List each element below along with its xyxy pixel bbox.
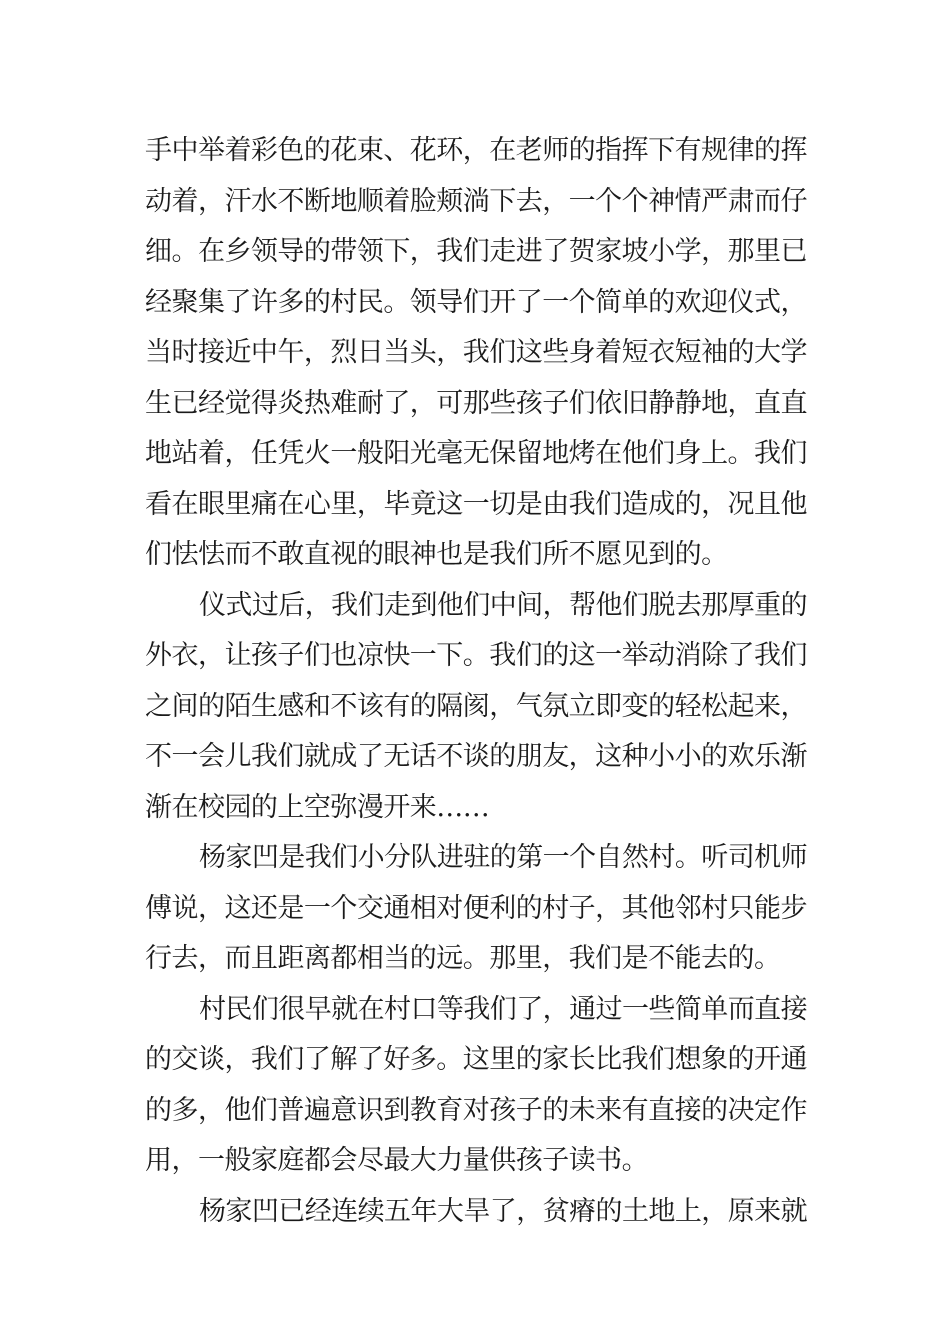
text-line: 当时接近中午，烈日当头，我们这些身着短衣短袖的大学 (145, 337, 807, 368)
paragraph-first-line: 仪式过后，我们走到他们中间，帮他们脱去那厚重的 (199, 589, 807, 621)
text-line: 行去，而且距离都相当的远。那里，我们是不能去的。 (145, 943, 781, 974)
text-line: 傅说，这还是一个交通相对便利的村子，其他邻村只能步 (145, 892, 807, 924)
text-line: 用，一般家庭都会尽最大力量供孩子读书。 (145, 1145, 649, 1176)
text-line: 动着，汗水不断地顺着脸颊淌下去，一个个神情严肃而仔 (145, 185, 807, 217)
text-line: 渐在校园的上空弥漫开来…… (145, 791, 490, 823)
body-text (145, 126, 807, 1237)
text-line: 的多，他们普遍意识到教育对孩子的未来有直接的决定作 (145, 1094, 807, 1126)
text-line: 不一会儿我们就成了无话不谈的朋友，这种小小的欢乐渐 (145, 741, 807, 772)
paragraph-first-line: 村民们很早就在村口等我们了，通过一些简单而直接 (199, 993, 807, 1025)
text-line: 的交谈，我们了解了好多。这里的家长比我们想象的开通 (145, 1044, 807, 1075)
text-line: 细。在乡领导的带领下，我们走进了贺家坡小学，那里已 (145, 236, 807, 267)
paragraph-first-line: 杨家凹是我们小分队进驻的第一个自然村。听司机师 (199, 842, 807, 873)
text-line: 手中举着彩色的花束、花环，在老师的指挥下有规律的挥 (145, 135, 807, 166)
text-line: 看在眼里痛在心里，毕竟这一切是由我们造成的，况且他 (145, 488, 807, 520)
text-line: 经聚集了许多的村民。领导们开了一个简单的欢迎仪式， (145, 286, 807, 318)
text-line: 生已经觉得炎热难耐了，可那些孩子们依旧静静地，直直 (145, 387, 807, 419)
text-line: 之间的陌生感和不该有的隔阂，气氛立即变的轻松起来， (145, 690, 807, 722)
text-line: 外衣，让孩子们也凉快一下。我们的这一举动消除了我们 (145, 640, 807, 671)
text-line: 地站着，任凭火一般阳光毫无保留地烤在他们身上。我们 (145, 438, 807, 469)
text-line: 们怯怯而不敢直视的眼神也是我们所不愿见到的。 (145, 539, 728, 570)
paragraph-first-line: 杨家凹已经连续五年大旱了，贫瘠的土地上，原来就 (199, 1195, 807, 1227)
